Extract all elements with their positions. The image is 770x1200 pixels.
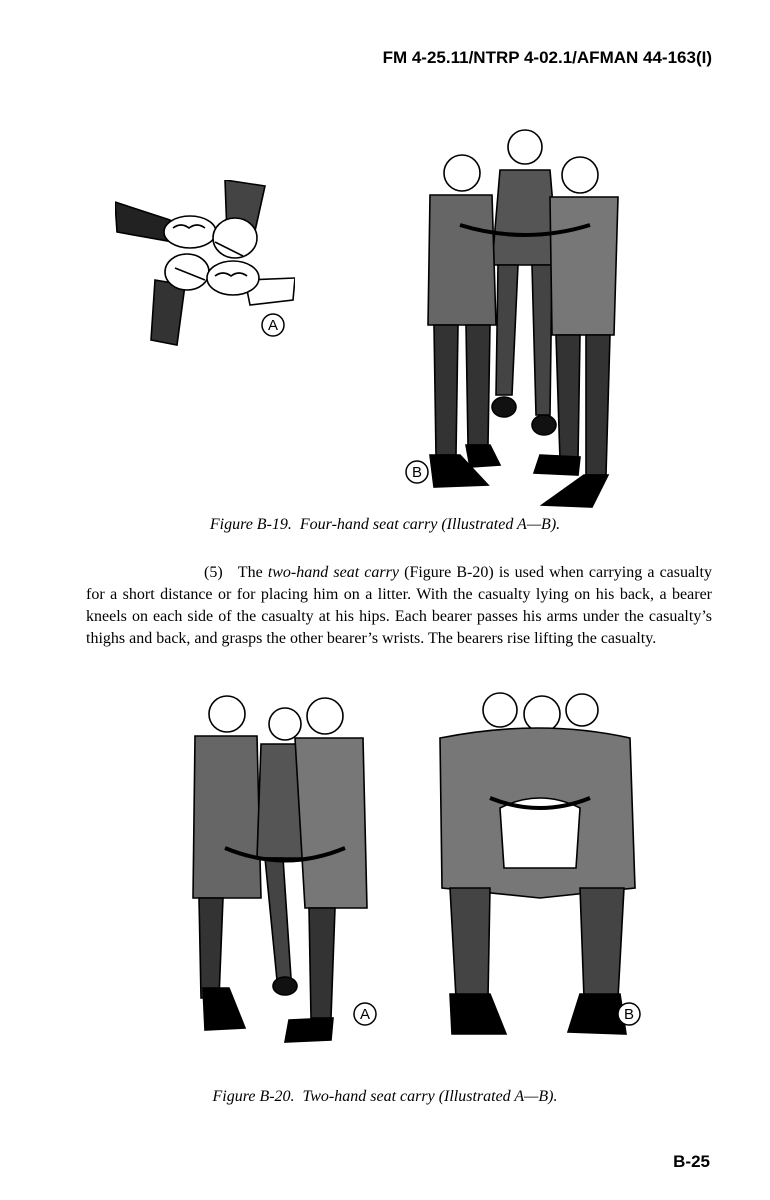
paragraph-term: two-hand seat carry	[267, 564, 399, 581]
page-number: B-25	[673, 1152, 710, 1171]
figure-b19-a-illustration	[115, 180, 295, 350]
figure-b20-caption-suffix: (Illustrated A—B).	[438, 1088, 558, 1105]
figure-b19-b-illustration	[400, 125, 640, 510]
paragraph-body: (Figure B-20) is used when carrying a casualty for a short distance or for placing him on a litter. With the casualty lying on his back, a bearer kneels on each side of the casualty at his hips. Each bearer passes his arms under the casualty’s thighs and back, and grasps the other bearer’s wrists. The bearers rise lifting the casualty.	[86, 564, 713, 647]
figure-b20-caption-label: Figure B-20.	[212, 1088, 295, 1105]
figure-b20-callout-b: B	[623, 1006, 635, 1023]
body-paragraph	[86, 562, 712, 650]
figure-b19-caption-label: Figure B-19.	[209, 516, 292, 533]
figure-b19-caption	[0, 516, 770, 534]
figure-b20-caption	[0, 1088, 770, 1106]
figure-b19-callout-a: A	[267, 317, 279, 334]
paragraph-pre: The	[237, 564, 263, 581]
figure-b20-b-illustration	[430, 688, 655, 1068]
paragraph-number: (5)	[204, 564, 223, 581]
figure-b20-callout-a: A	[359, 1006, 371, 1023]
figure-b19-caption-title: Four-hand seat carry	[299, 516, 438, 533]
figure-b20-caption-title: Two-hand seat carry	[302, 1088, 435, 1105]
figure-b19-callout-b: B	[411, 464, 423, 481]
figure-b19-caption-suffix: (Illustrated A—B).	[441, 516, 561, 533]
figure-b20-a-illustration	[185, 688, 385, 1068]
document-header: FM 4-25.11/NTRP 4-02.1/AFMAN 44-163(I)	[382, 48, 712, 67]
